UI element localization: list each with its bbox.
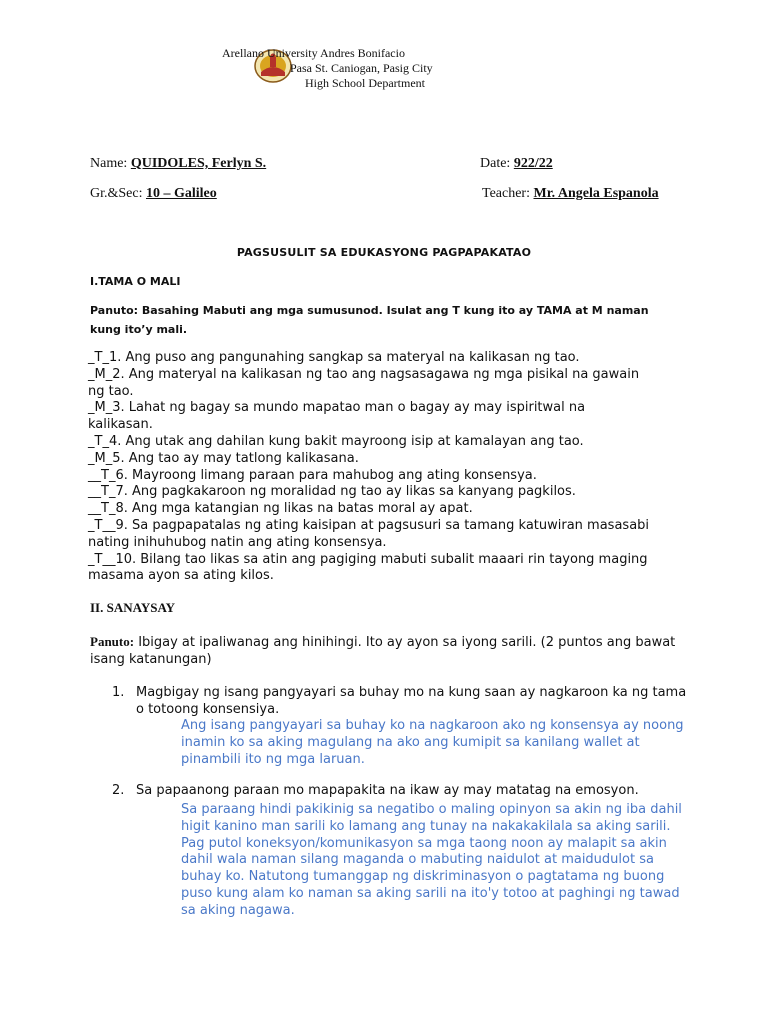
list-item: __T_6. Mayroong limang paraan para mahubog ang ating konsensya. <box>88 467 537 483</box>
part2-instructions <box>90 633 690 668</box>
grade-section-value: 10 – Galileo <box>146 186 217 201</box>
name-label: Name: <box>90 156 128 171</box>
school-address: Pasa St. Caniogan, Pasig City <box>290 61 433 75</box>
part1-instructions: Panuto: Basahing Mabuti ang mga sumusunod. Isulat ang T kung ito ay TAMA at M naman kung ito’y mali. <box>90 304 649 336</box>
list-item: _T_1. Ang puso ang pangunahing sangkap sa materyal na kalikasan ng tao. <box>88 350 580 365</box>
list-item: _M_5. Ang tao ay may tatlong kalikasana. <box>88 450 359 466</box>
answer-1-text: Ang isang pangyayari sa buhay ko na nagkaroon ako ng konsensya ay noong inamin ko sa aking magulang na ako ang kumipit sa kanilang wallet at pinambili ito ng mga laruan. <box>181 718 684 767</box>
school-department: High School Department <box>305 76 425 90</box>
list-item: ng tao. <box>88 383 134 399</box>
true-false-items <box>88 350 688 585</box>
part2-heading: II. SANAYSAY <box>90 600 176 615</box>
list-item: _T_4. Ang utak ang dahilan kung bakit mayroong isip at kamalayan ang tao. <box>88 433 584 449</box>
list-item: masama ayon sa ating kilos. <box>88 568 274 584</box>
exam-title: PAGSUSULIT SA EDUKASYONG PAGPAPAKATAO <box>236 246 532 259</box>
part2-instructions-text: Ibigay at ipaliwanag ang hinihingi. Ito ay ayon sa iyong sarili. (2 puntos ang bawat isang katanungan) <box>90 635 676 667</box>
list-item: _T__9. Sa pagpapatalas ng ating kaisipan at pagsusuri sa tamang katuwiran masasabi <box>88 517 650 533</box>
question-1-text: Magbigay ng isang pangyayari sa buhay mo na kung saan ay nagkaroon ka ng tama o totoong konsensiya. <box>136 685 687 717</box>
date-row <box>480 156 553 172</box>
question-2-text: Sa papaanong paraan mo mapapakita na ikaw ay may matatag na emosyon. <box>136 783 639 798</box>
part1-heading: I.TAMA O MALI <box>90 275 181 288</box>
part2-instructions-label: Panuto: <box>90 634 135 649</box>
answer-2-text: Sa paraang hindi pakikinig sa negatibo o maling opinyon sa akin ng iba dahil higit kanino man sarili ko lamang ang tunay na nakakakilala sa aking sarili. Pag putol koneksyon/komunikasyon sa mga taong noon ay malapit sa akin dahil wala naman silang maganda o mabuting naidulot at maidudulot sa buhay ko. Natutong tumanggap ng diskriminasyon o pagtatama ng buong puso kung alam ko naman sa aking sarili na ito'y totoo at paghingi ng tawad sa aking nagawa. <box>181 802 682 918</box>
grade-section-label: Gr.&Sec: <box>90 186 143 201</box>
list-item: kalikasan. <box>88 417 153 433</box>
name-row <box>90 156 266 172</box>
list-item: __T_7. Ang pagkakaroon ng moralidad ng tao ay likas sa kanyang pagkilos. <box>88 484 576 500</box>
list-item: nating inihuhubog natin ang ating konsensya. <box>88 534 387 550</box>
list-item: _M_2. Ang materyal na kalikasan ng tao ang nagsasagawa ng mga pisikal na gawain <box>88 366 640 382</box>
teacher-row <box>482 186 659 202</box>
question-1-number: 1. <box>112 685 125 700</box>
list-item: _M_3. Lahat ng bagay sa mundo mapatao man o bagay ay may ispiritwal na <box>88 400 586 416</box>
teacher-label: Teacher: <box>482 186 530 201</box>
school-name: Arellano University Andres Bonifacio <box>222 46 405 60</box>
teacher-value: Mr. Angela Espanola <box>533 186 659 201</box>
date-label: Date: <box>480 156 511 171</box>
list-item: _T__10. Bilang tao likas sa atin ang pagiging mabuti subalit maaari rin tayong maging <box>88 551 648 567</box>
grade-section-row <box>90 186 217 202</box>
name-value: QUIDOLES, Ferlyn S. <box>130 156 267 171</box>
question-2-number: 2. <box>112 783 125 798</box>
list-item: __T_8. Ang mga katangian ng likas na batas moral ay apat. <box>88 501 473 517</box>
date-value: 922/22 <box>513 156 553 171</box>
